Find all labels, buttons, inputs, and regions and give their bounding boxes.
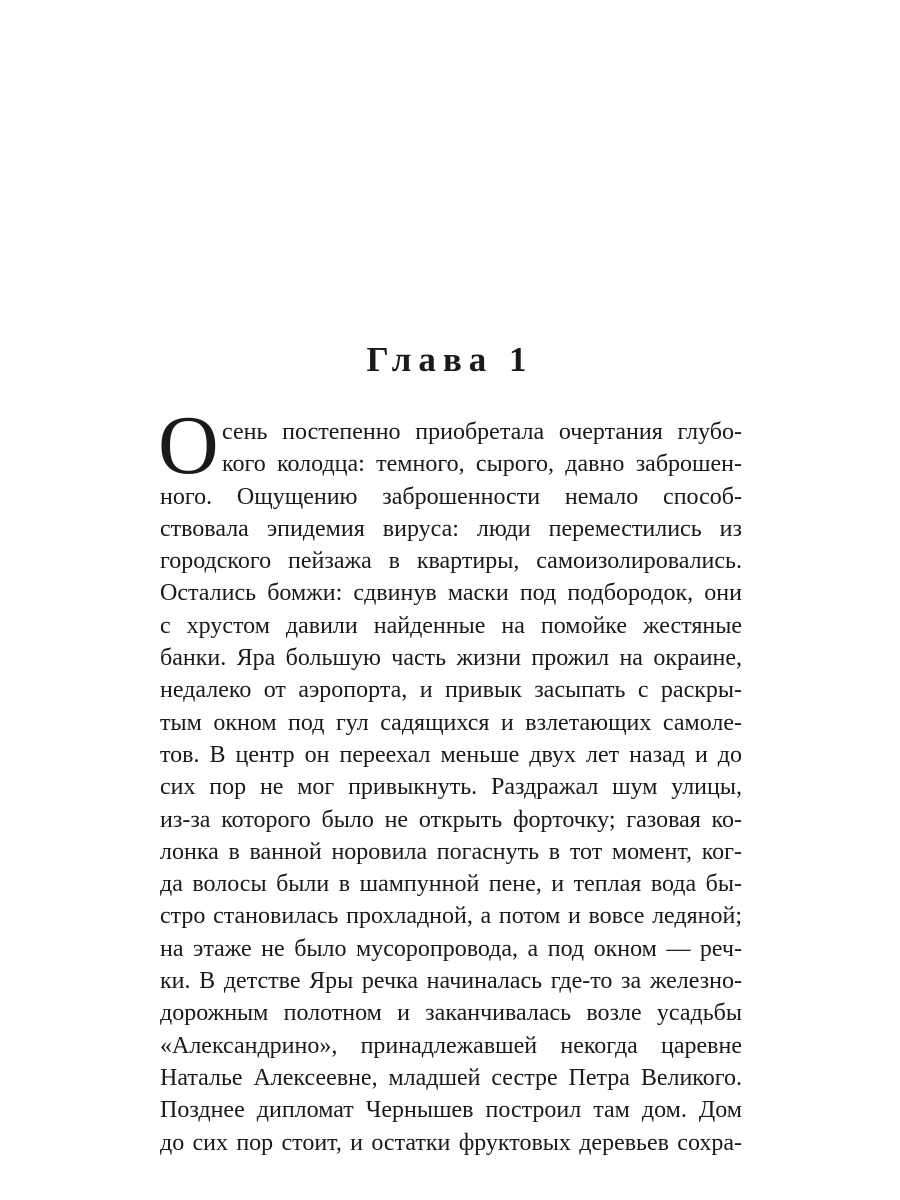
text-line: да волосы были в шампунной пене, и теплая вода бы- xyxy=(160,871,742,898)
text-line: кого колодца: темного, сырого, давно заброшен- xyxy=(222,451,742,478)
drop-cap-letter: О xyxy=(158,399,219,492)
text-line: стро становилась прохладной, а потом и вовсе ледяной; xyxy=(160,903,742,930)
text-line: на этаже не было мусоропровода, а под окном — реч- xyxy=(160,935,742,962)
text-line: недалеко от аэропорта, и привык засыпать с раскры- xyxy=(160,677,742,704)
text-line: тым окном под гул садящихся и взлетающих самоле- xyxy=(160,709,742,736)
text-line: городского пейзажа в квартиры, самоизолировались. xyxy=(160,548,742,575)
text-line: сих пор не мог привыкнуть. Раздражал шум улицы, xyxy=(160,774,742,801)
text-line: лонка в ванной норовила погаснуть в тот момент, ког- xyxy=(160,838,742,865)
text-line: Наталье Алексеевне, младшей сестре Петра Великого. xyxy=(160,1064,742,1091)
chapter-body-text xyxy=(160,416,742,1159)
text-line: сень постепенно приобретала очертания глубо- xyxy=(222,419,742,445)
text-line: банки. Яра большую часть жизни прожил на окраине, xyxy=(160,645,742,672)
text-line: Позднее дипломат Чернышев построил там дом. Дом xyxy=(160,1097,742,1124)
text-line: с хрустом давили найденные на помойке жестяные xyxy=(160,612,742,639)
text-line: ного. Ощущению заброшенности немало способ- xyxy=(160,483,742,510)
text-line: тов. В центр он переехал меньше двух лет назад и до xyxy=(160,741,742,768)
text-line: «Александрино», принадлежавшей некогда царевне xyxy=(160,1032,742,1059)
text-line: до сих пор стоит, и остатки фруктовых деревьев сохра- xyxy=(160,1129,742,1156)
text-line: Остались бомжи: сдвинув маски под подбородок, они xyxy=(160,580,742,607)
text-line: ки. В детстве Яры речка начиналась где-то за железно- xyxy=(160,968,742,995)
chapter-title: Глава 1 xyxy=(366,340,534,379)
text-line: дорожным полотном и заканчивалась возле усадьбы xyxy=(160,1000,742,1027)
text-line: ствовала эпидемия вируса: люди переместились из xyxy=(160,515,742,542)
text-line: из-за которого было не открыть форточку; газовая ко- xyxy=(160,806,742,833)
